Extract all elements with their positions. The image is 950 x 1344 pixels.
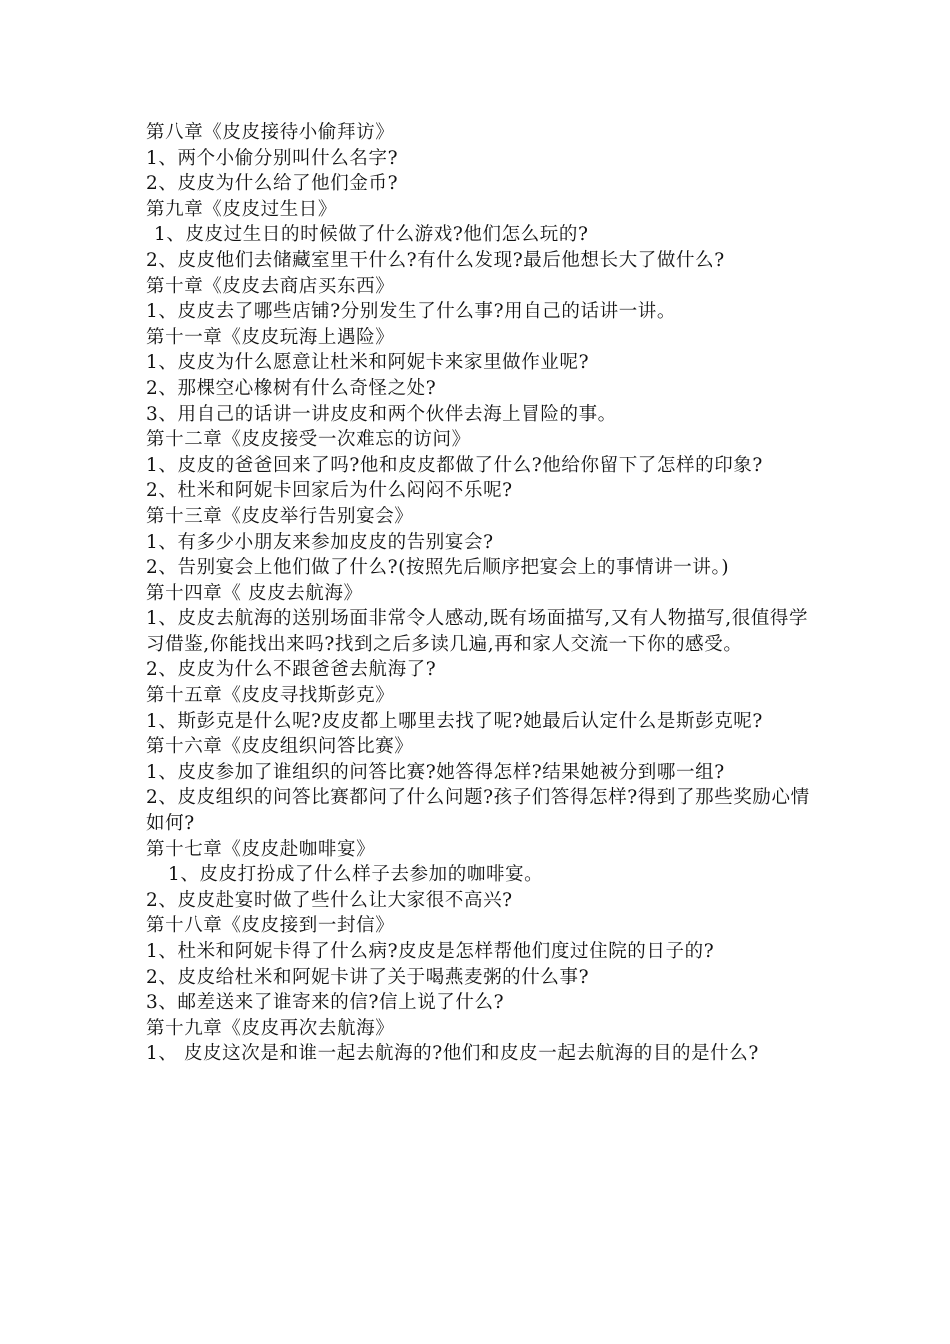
chapter-heading: 第十九章《皮皮再次去航海》	[146, 1017, 395, 1039]
question: 2、皮皮为什么给了他们金币?	[146, 173, 399, 195]
question: 2、皮皮组织的问答比赛都问了什么问题?孩子们答得怎样?得到了那些奖励心情如何?	[146, 787, 810, 835]
question: 1、皮皮去航海的送别场面非常令人感动,既有场面描写,又有人物描写,很值得学习借鉴,你能找出来吗?找到之后多读几遍,再和家人交流一下你的感受。	[146, 608, 809, 655]
question: 2、杜米和阿妮卡回家后为什么闷闷不乐呢?	[146, 480, 513, 502]
question: 1、皮皮过生日的时候做了什么游戏?他们怎么玩的?	[154, 224, 589, 246]
question: 3、用自己的话讲一讲皮皮和两个伙伴去海上冒险的事。	[146, 403, 617, 425]
question: 3、邮差送来了谁寄来的信?信上说了什么?	[146, 992, 505, 1014]
chapter-heading: 第十七章《皮皮赴咖啡宴》	[146, 838, 376, 860]
chapter-heading: 第八章《皮皮接待小偷拜访》	[146, 122, 395, 143]
chapter-heading: 第九章《皮皮过生日》	[146, 198, 338, 220]
question: 1、两个小偷分别叫什么名字?	[146, 147, 399, 169]
chapter-heading: 第十二章《皮皮接受一次难忘的访问》	[146, 429, 471, 451]
chapter-heading: 第十六章《皮皮组织问答比赛》	[146, 736, 414, 758]
question: 1、斯彭克是什么呢?皮皮都上哪里去找了呢?她最后认定什么是斯彭克呢?	[146, 710, 763, 732]
question: 1、皮皮去了哪些店铺?分别发生了什么事?用自己的话讲一讲。	[146, 301, 677, 323]
question: 1、有多少小朋友来参加皮皮的告别宴会?	[146, 531, 494, 553]
chapter-heading: 第十五章《皮皮寻找斯彭克》	[146, 685, 395, 707]
chapter-heading: 第十四章《 皮皮去航海》	[146, 582, 363, 604]
chapter-heading: 第十章《皮皮去商店买东西》	[146, 275, 395, 297]
question: 1、皮皮参加了谁组织的问答比赛?她答得怎样?结果她被分到哪一组?	[146, 761, 725, 783]
chapter-heading: 第十八章《皮皮接到一封信》	[146, 915, 395, 937]
question: 1、 皮皮这次是和谁一起去航海的?他们和皮皮一起去航海的目的是什么?	[146, 1043, 759, 1065]
question: 2、皮皮为什么不跟爸爸去航海了?	[146, 659, 437, 681]
question: 2、皮皮他们去储藏室里干什么?有什么发现?最后他想长大了做什么?	[146, 249, 725, 271]
question: 1、杜米和阿妮卡得了什么病?皮皮是怎样帮他们度过住院的日子的?	[146, 941, 715, 962]
chapter-heading: 第十三章《皮皮举行告别宴会》	[146, 505, 414, 527]
question: 2、那棵空心橡树有什么奇怪之处?	[146, 377, 437, 399]
question: 1、皮皮为什么愿意让杜米和阿妮卡来家里做作业呢?	[146, 352, 590, 374]
document-page	[146, 120, 816, 1067]
question: 2、告别宴会上他们做了什么?(按照先后顺序把宴会上的事情讲一讲。)	[146, 557, 730, 579]
question: 2、皮皮给杜米和阿妮卡讲了关于喝燕麦粥的什么事?	[146, 966, 590, 988]
chapter-heading: 第十一章《皮皮玩海上遇险》	[146, 326, 395, 348]
question: 1、皮皮打扮成了什么样子去参加的咖啡宴。	[168, 864, 544, 886]
question: 2、皮皮赴宴时做了些什么让大家很不高兴?	[146, 889, 513, 911]
question: 1、皮皮的爸爸回来了吗?他和皮皮都做了什么?他给你留下了怎样的印象?	[146, 454, 763, 476]
